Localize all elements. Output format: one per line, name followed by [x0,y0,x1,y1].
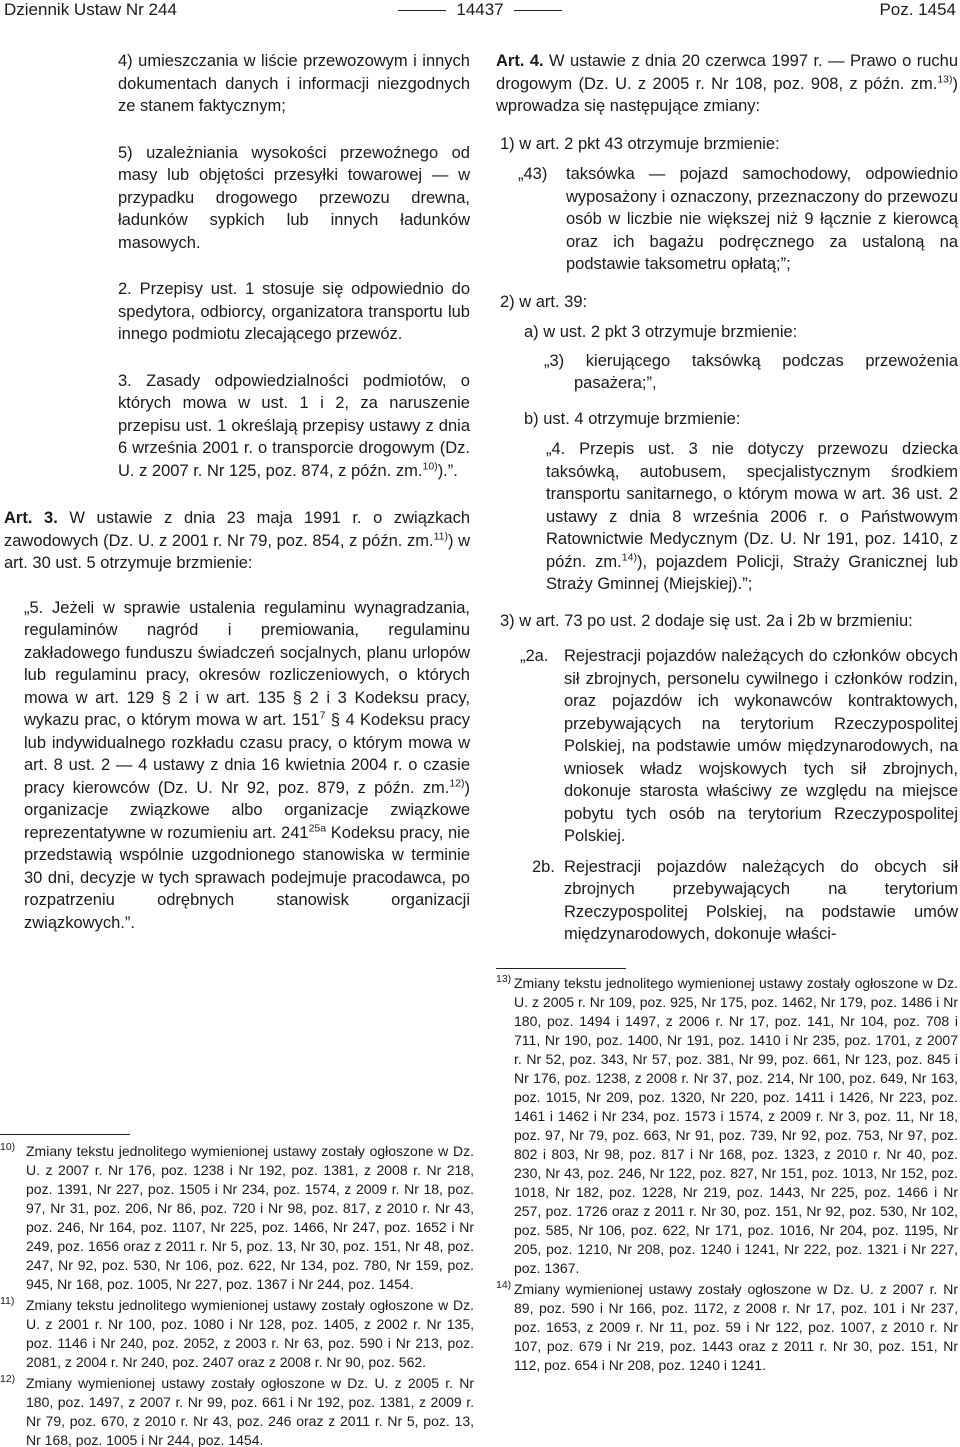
footnote-11 [0,1296,474,1372]
article-3-text: W ustawie z dnia 23 maja 1991 r. o związkach zawodowych (Dz. U. z 2001 r. Nr 79, poz. 854, z późn. zm. [4,509,470,550]
dash-left [398,10,446,11]
quote-43-text: taksówka — pojazd samochodowy, odpowiednio wyposażony i oznaczony, przeznaczony do przewozu osób w liczbie nie większej niż 9 łącznie z kierowcą oraz ich bagażu podręcznego za ustaloną na podstawie taksometru opłatą;”; [566,165,958,273]
item-4: 4) umieszczania w liście przewozowym i innych dokumentach danych i informacji niezgodnych ze stanem faktycznym; [118,52,470,115]
quote-2b-number: 2b. [532,857,555,876]
footnote-ref-13: 13) [937,73,953,85]
superscript-25a: 25a [308,822,327,834]
position-number: Poz. 1454 [879,0,956,19]
quote-4 [546,438,958,596]
change-2: 2) w art. 39: [500,292,588,311]
change-3: 3) w art. 73 po ust. 2 dodaje się ust. 2a i 2b w brzmieniu: [500,611,913,630]
quote-3-text: „3) kierującego taksówką podczas przewożenia pasażera;”, [544,351,958,392]
quote-2a-text: Rejestracji pojazdów należących do członków obcych sił zbrojnych, personelu cywilnego i członków rodzin, oraz pojazdów ich wykonawców kontraktowych, przebywających na terytorium Rzeczypospolitej Polskiej, na podstawie umów międzynarodowych, na wniosek władz wojskowych tych sił zbrojnych, dokonuje starosta właściwy ze względu na miejsce pobytu tych osób na terytorium Rzeczypospolitej Polskiej. [564,647,958,845]
quote-3 [496,350,958,395]
quote-43-number: „43) [518,165,548,183]
right-footnotes [496,968,958,1375]
journal-issue: Dziennik Ustaw Nr 244 [4,0,177,19]
left-column [0,50,474,934]
footnote-mark: 14) [496,1279,512,1291]
quote-4-text-b: ), pojazdem Policji, Straży Granicznej lub Straży Gminnej (Miejskiej).”; [546,552,958,593]
footnote-text: Zmiany wymienionej ustawy zostały ogłoszone w Dz. U. z 2005 r. Nr 180, poz. 1497, z 2007 r. Nr 99, poz. 661 i Nr 192, poz. 1381, z 2009 r. Nr 79, poz. 670, z 2010 r. Nr 43, poz. 246 oraz z 2011 r. Nr 5, poz. 13, Nr 168, poz. 1005 i Nr 244, poz. 1454. [26,1375,474,1447]
page-number-group [0,0,960,20]
section-3 [118,370,470,483]
footnote-mark: 13) [496,973,512,985]
change-2b: b) ust. 4 otrzymuje brzmienie: [524,409,741,428]
footnote-14 [496,1280,958,1375]
section-3-text: 3. Zasady odpowiedzialności podmiotów, o których mowa w ust. 1 i 2, za naruszenie przepisu ust. 1 określają przepisy ustawy z dnia 6 września 2001 r. o transporcie drogowym (Dz. U. z 2007 r. Nr 125, poz. 874, z późn. zm. [118,371,470,480]
article-3-label: Art. 3. [4,509,58,527]
quote-part-a: „5. Jeżeli w sprawie ustalenia regulaminu wynagradzania, regulaminów nagród i premiowania, regulaminu zakładowego funduszu świadczeń socjalnych, planu urlopów lub regulaminu pracy, okresów rozliczeniowych, o których mowa w art. 129 § 2 i w art. 135 § 2 i 3 Kodeksu pracy, wykazu prac, o którym mowa w art. 151 [24,598,470,729]
page-number: 14437 [456,0,504,19]
footnote-separator [496,968,626,969]
article-4-label: Art. 4. [496,52,544,70]
footnote-ref-10: 10) [422,460,438,472]
footnote-mark: 11) [0,1295,15,1307]
quote-4-text-a: „4. Przepis ust. 3 nie dotyczy przewozu dziecka taksówką, autobusem, specjalistycznym środkiem transportu sanitarnego, o którym mowa w art. 36 ust. 2 ustawy z dnia 8 września 2006 r. o Państwowym Ratownictwie Medycznym (Dz. U. Nr 191, poz. 1410, z późn. zm. [546,440,958,571]
change-1: 1) w art. 2 pkt 43 otrzymuje brzmienie: [500,134,780,153]
superscript-7: 7 [319,709,326,722]
footnote-ref-11: 11) [433,530,448,542]
quote-2b [496,856,958,946]
footnote-10 [0,1142,474,1294]
article-3 [4,507,470,575]
footnote-ref-12: 12) [449,777,465,789]
quoted-provision-5 [24,597,470,935]
running-header [0,0,960,24]
left-footnotes [0,1134,474,1447]
footnote-text: Zmiany tekstu jednolitego wymienionej ustawy zostały ogłoszone w Dz. U. z 2001 r. Nr 100, poz. 1080 i Nr 128, poz. 1405, z 2002 r. Nr 135, poz. 1146 i Nr 240, poz. 2052, z 2003 r. Nr 63, poz. 590 i Nr 213, poz. 2081, z 2004 r. Nr 240, poz. 2407 oraz z 2008 r. Nr 90, poz. 562. [26,1297,474,1370]
article-3-end: ) w art. 30 ust. 5 otrzymuje brzmienie: [4,531,470,572]
quote-part-b: § 4 Kodeksu pracy lub indywidualnego rozkładu czasu pracy, o którym mowa w art. 8 ust. 2 — 4 ustawy z dnia 16 kwietnia 2004 r. o czasie pracy kierowców (Dz. U. Nr 92, poz. 879, z późn. zm. [24,711,471,797]
quote-part-c: ) organizacje związkowe albo organizacje związkowe reprezentatywne w rozumieniu art. 241 [24,778,470,842]
dash-right [514,10,562,11]
article-4 [496,50,958,118]
quote-2a-number: „2a. [520,647,549,665]
article-4-text: W ustawie z dnia 20 czerwca 1997 r. — Prawo o ruchu drogowym (Dz. U. z 2005 r. Nr 108, poz. 908, z późn. zm. [496,52,958,93]
footnote-separator [0,1134,130,1135]
footnote-13 [496,974,958,1278]
footnote-mark: 12) [0,1373,16,1385]
footnote-ref-14: 14) [621,551,637,563]
left-indented-block [118,50,470,482]
quote-2a [496,645,958,848]
footnote-text: Zmiany tekstu jednolitego wymienionej ustawy zostały ogłoszone w Dz. U. z 2005 r. Nr 109, poz. 925, Nr 175, poz. 1462, Nr 179, poz. 1486 i Nr 180, poz. 1494 i 1497, z 2006 r. Nr 17, poz. 141, Nr 104, poz. 708 i 711, Nr 190, poz. 1400, Nr 191, poz. 1410 i Nr 235, poz. 1701, z 2007 r. Nr 52, poz. 343, Nr 57, poz. 381, Nr 99, poz. 661, Nr 123, poz. 845 i Nr 176, poz. 1238, z 2008 r. Nr 37, poz. 214, Nr 100, poz. 649, Nr 163, poz. 1015, Nr 209, poz. 1320, Nr 220, poz. 1411 i 1426, Nr 223, poz. 1461 i 1462 i Nr 234, poz. 1573 i 1574, z 2009 r. Nr 3, poz. 11, Nr 18, poz. 97, Nr 79, poz. 663, Nr 91, poz. 739, Nr 92, poz. 753, Nr 97, poz. 802 i 803, Nr 98, poz. 817 i Nr 168, poz. 1323, z 2010 r. Nr 40, poz. 230, Nr 43, poz. 246, Nr 122, poz. 827, Nr 151, poz. 1013, Nr 152, poz. 1018, Nr 182, poz. 1228, Nr 219, poz. 1443, Nr 225, poz. 1466 i Nr 257, poz. 1726 oraz z 2011 r. Nr 30, poz. 151, Nr 92, poz. 530, Nr 102, poz. 585, Nr 106, poz. 622, Nr 171, poz. 1016, Nr 204, poz. 1195, Nr 205, poz. 1210, Nr 208, poz. 1240 i 1241, Nr 222, poz. 1321 i Nr 227, poz. 1367. [514,975,958,1276]
quote-part-d: Kodeksu pracy, nie przedstawią wspólnie uzgodnionego stanowiska w terminie 30 dni, decyzje w tych sprawach podejmuje pracodawca, po rozpatrzeniu odrębnych stanowisk organizacji związkowych.”. [24,823,470,932]
footnote-text: Zmiany tekstu jednolitego wymienionej ustawy zostały ogłoszone w Dz. U. z 2007 r. Nr 176, poz. 1238 i Nr 192, poz. 1381, z 2008 r. Nr 218, poz. 1391, Nr 227, poz. 1505 i Nr 234, poz. 1574, z 2009 r. Nr 18, poz. 97, Nr 31, poz. 206, Nr 86, poz. 720 i Nr 98, poz. 817, z 2010 r. Nr 43, poz. 246, Nr 164, poz. 1107, Nr 225, poz. 1466, Nr 247, poz. 1652 i Nr 249, poz. 1656 oraz z 2011 r. Nr 5, poz. 13, Nr 30, poz. 151, Nr 48, poz. 247, Nr 92, poz. 530, Nr 106, poz. 622, Nr 134, poz. 780, Nr 159, poz. 945, Nr 168, poz. 1005, Nr 227, poz. 1367 i Nr 244, poz. 1454. [26,1143,474,1292]
section-2: 2. Przepisy ust. 1 stosuje się odpowiednio do spedytora, odbiorcy, organizatora transportu lub innego podmiotu zlecającego przewóz. [118,280,470,343]
right-column [496,50,958,946]
item-5: 5) uzależniania wysokości przewoźnego od masy lub objętości przesyłki towarowej — w przypadku drogowego przewozu drewna, ładunków sypkich lub innych ładunków masowych. [118,143,470,252]
footnote-12 [0,1374,474,1447]
footnote-text: Zmiany wymienionej ustawy zostały ogłoszone w Dz. U. z 2007 r. Nr 89, poz. 590 i Nr 166, poz. 1172, z 2008 r. Nr 17, poz. 101 i Nr 237, poz. 1653, z 2009 r. Nr 11, poz. 59 i Nr 122, poz. 1007, z 2010 r. Nr 107, poz. 679 i Nr 219, poz. 1443 oraz z 2011 r. Nr 30, poz. 151, Nr 112, poz. 654 i Nr 208, poz. 1240 i 1241. [514,1281,958,1373]
article-4-end: ) wprowadza się następujące zmiany: [496,74,958,115]
quote-2b-text: Rejestracji pojazdów należących do obcych sił zbrojnych przebywających na terytorium Rzeczypospolitej Polskiej, na podstawie umów międzynarodowych, dokonuje właści- [564,857,958,943]
change-2a: a) w ust. 2 pkt 3 otrzymuje brzmienie: [524,323,798,341]
section-3-end: ).”. [437,461,458,480]
quote-43 [496,163,958,276]
footnote-mark: 10) [0,1141,16,1153]
